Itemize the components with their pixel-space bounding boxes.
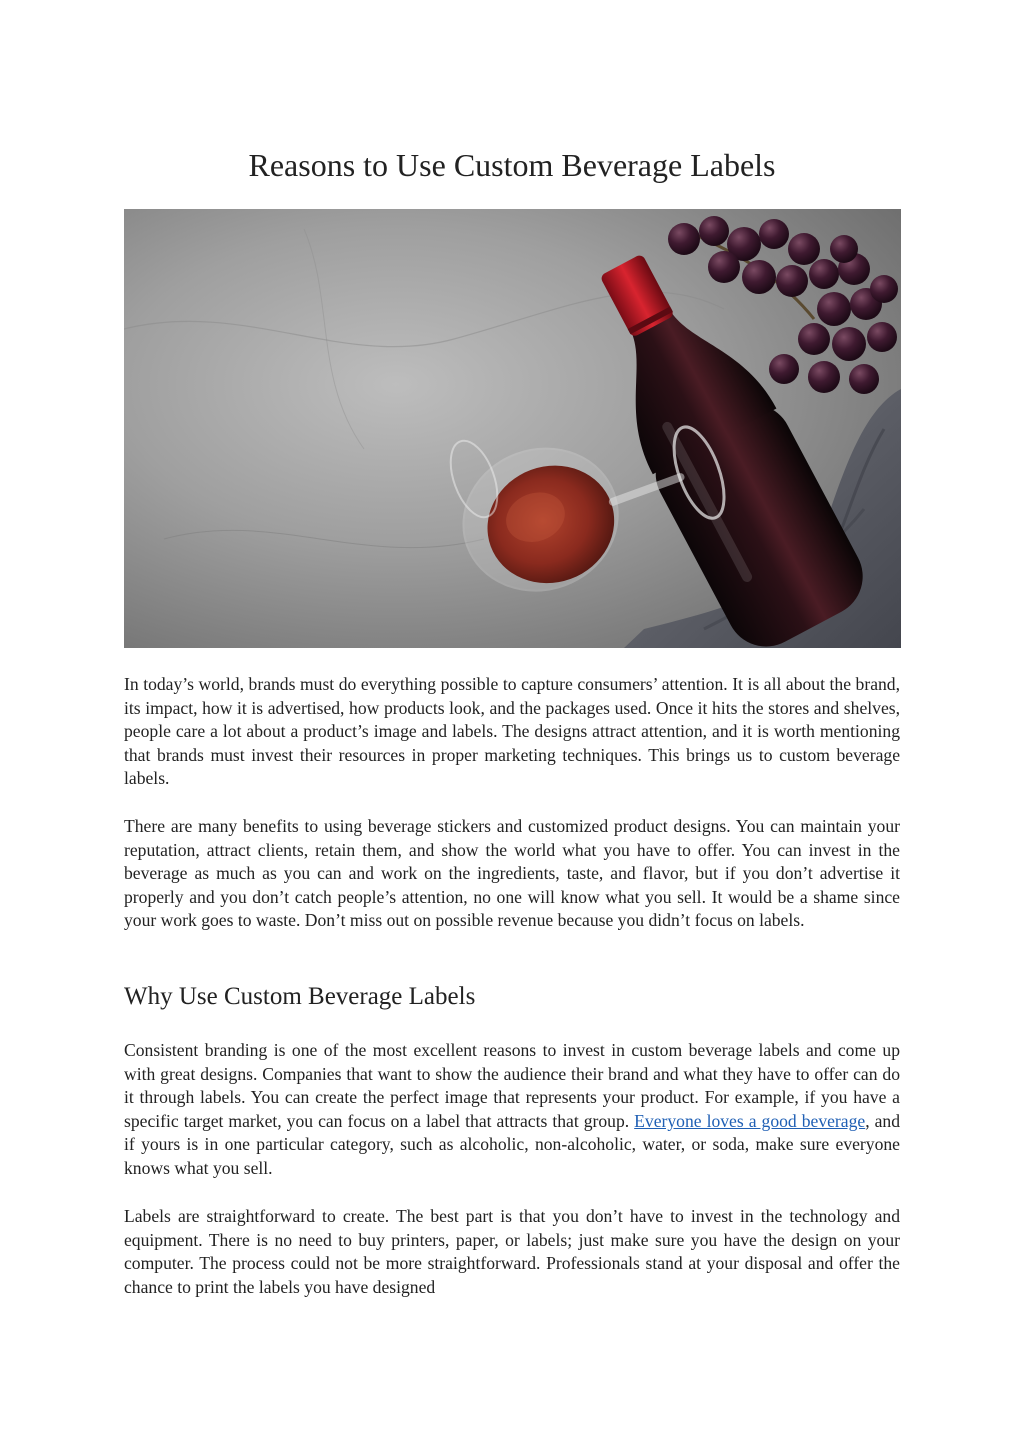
branding-text-before-link: Consistent branding is one of the most excellent reasons to invest in custom beverage labels and come up with great designs. Companies that want to show the audience their brand and what they have to offer can do it through labels. You can create the perfect image that represents your product. For example, if you have a specific target market, you can focus on a label that attracts that group.: [124, 1040, 900, 1131]
beverage-link[interactable]: Everyone loves a good beverage: [634, 1110, 866, 1131]
section-heading: Why Use Custom Beverage Labels: [124, 983, 476, 1010]
document-title: Reasons to Use Custom Beverage Labels: [248, 147, 776, 183]
branding-paragraph: [124, 1039, 900, 1181]
benefits-paragraph: There are many benefits to using beverage stickers and customized product designs. You can maintain your reputation, attract clients, retain them, and show the world what you have to offer. You can invest in the beverage as much as you can and work on the ingredients, taste, and flavor, but if you don’t advertise it properly and you don’t catch people’s attention, no one will know what you sell. It would be a shame since your work goes to waste. Don’t miss out on possible revenue because you didn’t focus on labels.: [124, 816, 900, 931]
branding-text-after-link: , and if yours is in one particular category, such as alcoholic, non-alcoholic, water, or soda, make sure everyone knows what you sell.: [124, 1110, 901, 1178]
labels-paragraph: Labels are straightforward to create. The best part is that you don’t have to invest in the technology and equipment. There is no need to buy printers, paper, or labels; just make sure you have the design on your computer. The process could not be more straightforward. Professionals stand at your disposal and offer the chance to print the labels you have designed: [124, 1206, 900, 1297]
hero-illustration: [124, 209, 901, 648]
wine-bottle-glass-grapes-photo: [124, 209, 901, 648]
intro-paragraph: In today’s world, brands must do everything possible to capture consumers’ attention. It is all about the brand, its impact, how it is advertised, how products look, and the packages used. Once it hits the stores and shelves, people care a lot about a product’s image and labels. The designs attract attention, and it is worth mentioning that brands must invest their resources in proper marketing techniques. This brings us to custom beverage labels.: [124, 674, 900, 789]
